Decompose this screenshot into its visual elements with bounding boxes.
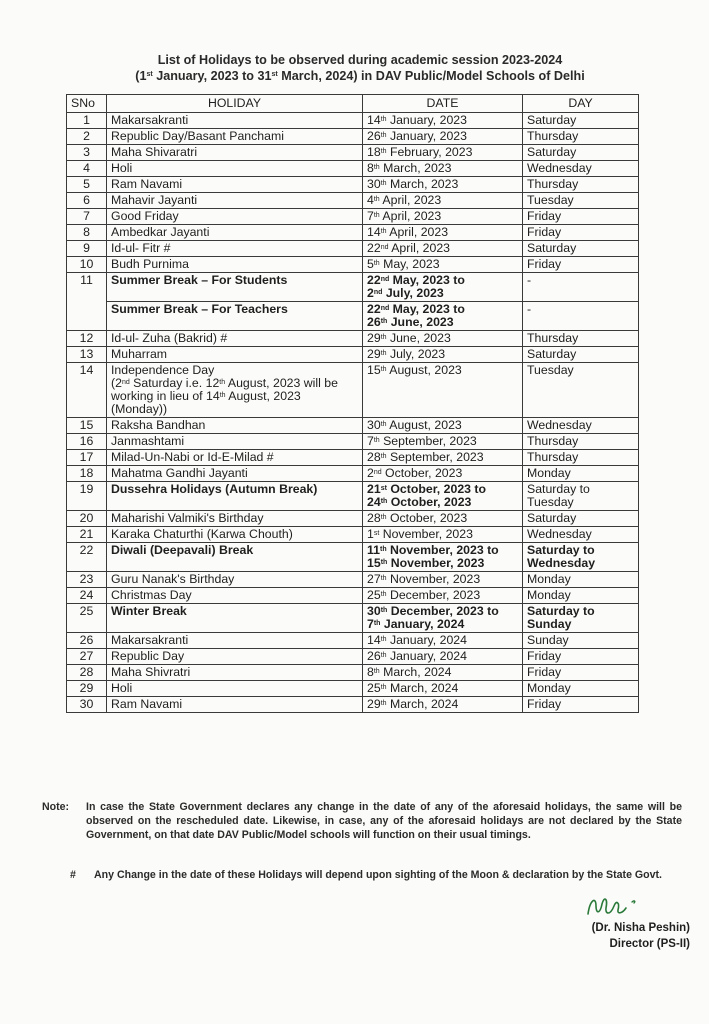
day-cell: Wednesday <box>523 418 639 434</box>
table-row <box>67 302 639 331</box>
day-cell: Thursday <box>523 129 639 145</box>
day-cell: Saturday <box>523 511 639 527</box>
day-cell: Saturday to Sunday <box>523 604 639 633</box>
sno-cell: 14 <box>67 363 107 418</box>
holiday-cell: Ram Navami <box>107 697 363 713</box>
sno-cell: 22 <box>67 543 107 572</box>
table-row <box>67 257 639 273</box>
date-cell: 8th March, 2024 <box>363 665 523 681</box>
table-row <box>67 527 639 543</box>
table-row <box>67 177 639 193</box>
table-row <box>67 665 639 681</box>
date-cell: 25th December, 2023 <box>363 588 523 604</box>
note-text: In case the State Government declares any change in the date of any of the aforesaid holidays, the same will be observed on the rescheduled date. Likewise, in case, any of the aforesaid holidays are not declared by the State Government, on that date DAV Public/Model schools will function on their usual timings. <box>86 801 682 841</box>
holiday-cell <box>107 363 363 418</box>
table-row <box>67 347 639 363</box>
sno-cell: 28 <box>67 665 107 681</box>
header-sno: SNo <box>67 95 107 113</box>
sno-cell: 25 <box>67 604 107 633</box>
date-cell: 14th January, 2024 <box>363 633 523 649</box>
holiday-cell: Ambedkar Jayanti <box>107 225 363 241</box>
title-line-2: (1st January, 2023 to 31st March, 2024) in DAV Public/Model Schools of Delhi <box>135 69 585 83</box>
moon-sighting-note <box>70 868 682 882</box>
day-cell: - <box>523 302 639 331</box>
table-row <box>67 543 639 572</box>
holiday-cell: Christmas Day <box>107 588 363 604</box>
hash-note-text: Any Change in the date of these Holidays will depend upon sighting of the Moon & declaration by the State Govt. <box>94 869 662 881</box>
date-cell: 30th March, 2023 <box>363 177 523 193</box>
holiday-cell: Diwali (Deepavali) Break <box>107 543 363 572</box>
day-cell: Thursday <box>523 177 639 193</box>
sno-cell: 20 <box>67 511 107 527</box>
sno-cell: 19 <box>67 482 107 511</box>
holiday-cell: Raksha Bandhan <box>107 418 363 434</box>
holiday-cell: Makarsakranti <box>107 113 363 129</box>
header-day: DAY <box>523 95 639 113</box>
signature-block <box>560 892 690 952</box>
table-row <box>67 434 639 450</box>
day-cell: Sunday <box>523 633 639 649</box>
day-cell: Monday <box>523 681 639 697</box>
table-row <box>67 681 639 697</box>
day-cell: Friday <box>523 257 639 273</box>
sno-cell: 24 <box>67 588 107 604</box>
sno-cell: 15 <box>67 418 107 434</box>
holiday-cell: Mahatma Gandhi Jayanti <box>107 466 363 482</box>
date-cell: 21st October, 2023 to 24th October, 2023 <box>363 482 523 511</box>
table-row <box>67 649 639 665</box>
date-cell: 26th January, 2023 <box>363 129 523 145</box>
holiday-cell: Dussehra Holidays (Autumn Break) <box>107 482 363 511</box>
date-cell: 7th September, 2023 <box>363 434 523 450</box>
sno-cell: 26 <box>67 633 107 649</box>
table-row <box>67 588 639 604</box>
holiday-cell: Maharishi Valmiki's Birthday <box>107 511 363 527</box>
holiday-name: Independence Day <box>111 363 215 377</box>
table-row <box>67 363 639 418</box>
sno-cell: 5 <box>67 177 107 193</box>
sno-cell: 7 <box>67 209 107 225</box>
hash-label: # <box>70 869 76 881</box>
date-cell: 30th December, 2023 to 7th January, 2024 <box>363 604 523 633</box>
day-cell: Thursday <box>523 450 639 466</box>
sno-cell: 27 <box>67 649 107 665</box>
date-cell: 14th January, 2023 <box>363 113 523 129</box>
date-cell: 22nd April, 2023 <box>363 241 523 257</box>
holiday-cell: Karaka Chaturthi (Karwa Chouth) <box>107 527 363 543</box>
holiday-cell: Summer Break – For Students <box>107 273 363 302</box>
sno-cell: 10 <box>67 257 107 273</box>
day-cell: Monday <box>523 466 639 482</box>
header-row <box>67 95 639 113</box>
holiday-cell: Holi <box>107 161 363 177</box>
day-cell: Saturday <box>523 347 639 363</box>
date-cell: 30th August, 2023 <box>363 418 523 434</box>
holiday-table <box>66 94 639 713</box>
sno-cell: 9 <box>67 241 107 257</box>
table-row <box>67 145 639 161</box>
date-cell: 8th March, 2023 <box>363 161 523 177</box>
date-cell: 11th November, 2023 to 15th November, 2023 <box>363 543 523 572</box>
day-cell: - <box>523 273 639 302</box>
date-cell: 22nd May, 2023 to 2nd July, 2023 <box>363 273 523 302</box>
date-cell: 29th July, 2023 <box>363 347 523 363</box>
sno-cell: 18 <box>67 466 107 482</box>
day-cell: Tuesday <box>523 193 639 209</box>
date-cell: 28th September, 2023 <box>363 450 523 466</box>
day-cell: Friday <box>523 209 639 225</box>
sno-cell: 12 <box>67 331 107 347</box>
holiday-cell: Budh Purnima <box>107 257 363 273</box>
sno-cell: 6 <box>67 193 107 209</box>
date-cell: 18th February, 2023 <box>363 145 523 161</box>
table-row <box>67 193 639 209</box>
day-cell: Saturday to Tuesday <box>523 482 639 511</box>
signatory-name: (Dr. Nisha Peshin) <box>591 922 690 934</box>
sno-cell: 17 <box>67 450 107 466</box>
holiday-cell: Guru Nanak's Birthday <box>107 572 363 588</box>
date-cell: 27th November, 2023 <box>363 572 523 588</box>
table-row <box>67 225 639 241</box>
day-cell: Friday <box>523 225 639 241</box>
note-block <box>42 800 682 842</box>
date-cell: 29th June, 2023 <box>363 331 523 347</box>
table-row <box>67 241 639 257</box>
day-cell: Monday <box>523 588 639 604</box>
date-cell: 26th January, 2024 <box>363 649 523 665</box>
table-row <box>67 418 639 434</box>
holiday-cell: Makarsakranti <box>107 633 363 649</box>
sno-cell: 30 <box>67 697 107 713</box>
sno-cell: 11 <box>67 273 107 331</box>
table-row <box>67 466 639 482</box>
day-cell: Friday <box>523 665 639 681</box>
table-row <box>67 331 639 347</box>
sno-cell: 3 <box>67 145 107 161</box>
signatory-designation: Director (PS-II) <box>609 938 690 950</box>
holiday-cell: Maha Shivratri <box>107 665 363 681</box>
table-row <box>67 273 639 302</box>
day-cell: Wednesday <box>523 161 639 177</box>
date-cell: 5th May, 2023 <box>363 257 523 273</box>
sno-cell: 21 <box>67 527 107 543</box>
day-cell: Tuesday <box>523 363 639 418</box>
day-cell: Friday <box>523 697 639 713</box>
table-row <box>67 129 639 145</box>
day-cell: Monday <box>523 572 639 588</box>
header-holiday: HOLIDAY <box>107 95 363 113</box>
header-date: DATE <box>363 95 523 113</box>
note-label: Note: <box>42 801 70 813</box>
holiday-note: (2nd Saturday i.e. 12th August, 2023 will be working in lieu of 14th August, 2023 (Monday)) <box>111 376 338 416</box>
holiday-cell: Winter Break <box>107 604 363 633</box>
date-cell: 25th March, 2024 <box>363 681 523 697</box>
holiday-cell: Milad-Un-Nabi or Id-E-Milad # <box>107 450 363 466</box>
sno-cell: 2 <box>67 129 107 145</box>
document-title <box>60 52 660 84</box>
day-cell: Thursday <box>523 434 639 450</box>
date-cell: 1st November, 2023 <box>363 527 523 543</box>
table-row <box>67 450 639 466</box>
holiday-cell: Ram Navami <box>107 177 363 193</box>
table-row <box>67 697 639 713</box>
holiday-cell: Mahavir Jayanti <box>107 193 363 209</box>
sno-cell: 1 <box>67 113 107 129</box>
date-cell: 22nd May, 2023 to 26th June, 2023 <box>363 302 523 331</box>
table-row <box>67 633 639 649</box>
date-cell: 2nd October, 2023 <box>363 466 523 482</box>
holiday-cell: Republic Day <box>107 649 363 665</box>
table-row <box>67 482 639 511</box>
day-cell: Friday <box>523 649 639 665</box>
date-cell: 29th March, 2024 <box>363 697 523 713</box>
holiday-cell: Muharram <box>107 347 363 363</box>
holiday-cell: Summer Break – For Teachers <box>107 302 363 331</box>
day-cell: Thursday <box>523 331 639 347</box>
holiday-cell: Maha Shivaratri <box>107 145 363 161</box>
sno-cell: 8 <box>67 225 107 241</box>
day-cell: Wednesday <box>523 527 639 543</box>
date-cell: 28th October, 2023 <box>363 511 523 527</box>
holiday-cell: Id-ul- Zuha (Bakrid) # <box>107 331 363 347</box>
date-cell: 15th August, 2023 <box>363 363 523 418</box>
table-row <box>67 572 639 588</box>
date-cell: 14th April, 2023 <box>363 225 523 241</box>
day-cell: Saturday <box>523 145 639 161</box>
table-row <box>67 209 639 225</box>
holiday-cell: Republic Day/Basant Panchami <box>107 129 363 145</box>
sno-cell: 16 <box>67 434 107 450</box>
date-cell: 4th April, 2023 <box>363 193 523 209</box>
sno-cell: 13 <box>67 347 107 363</box>
table-row <box>67 511 639 527</box>
table-row <box>67 113 639 129</box>
day-cell: Saturday to Wednesday <box>523 543 639 572</box>
table-row <box>67 161 639 177</box>
sno-cell: 4 <box>67 161 107 177</box>
table-row <box>67 604 639 633</box>
day-cell: Saturday <box>523 241 639 257</box>
holiday-cell: Good Friday <box>107 209 363 225</box>
sno-cell: 23 <box>67 572 107 588</box>
signature-mark-icon <box>582 892 652 922</box>
day-cell: Saturday <box>523 113 639 129</box>
holiday-cell: Id-ul- Fitr # <box>107 241 363 257</box>
date-cell: 7th April, 2023 <box>363 209 523 225</box>
sno-cell: 29 <box>67 681 107 697</box>
holiday-cell: Janmashtami <box>107 434 363 450</box>
title-line-1: List of Holidays to be observed during academic session 2023-2024 <box>157 53 563 67</box>
holiday-cell: Holi <box>107 681 363 697</box>
